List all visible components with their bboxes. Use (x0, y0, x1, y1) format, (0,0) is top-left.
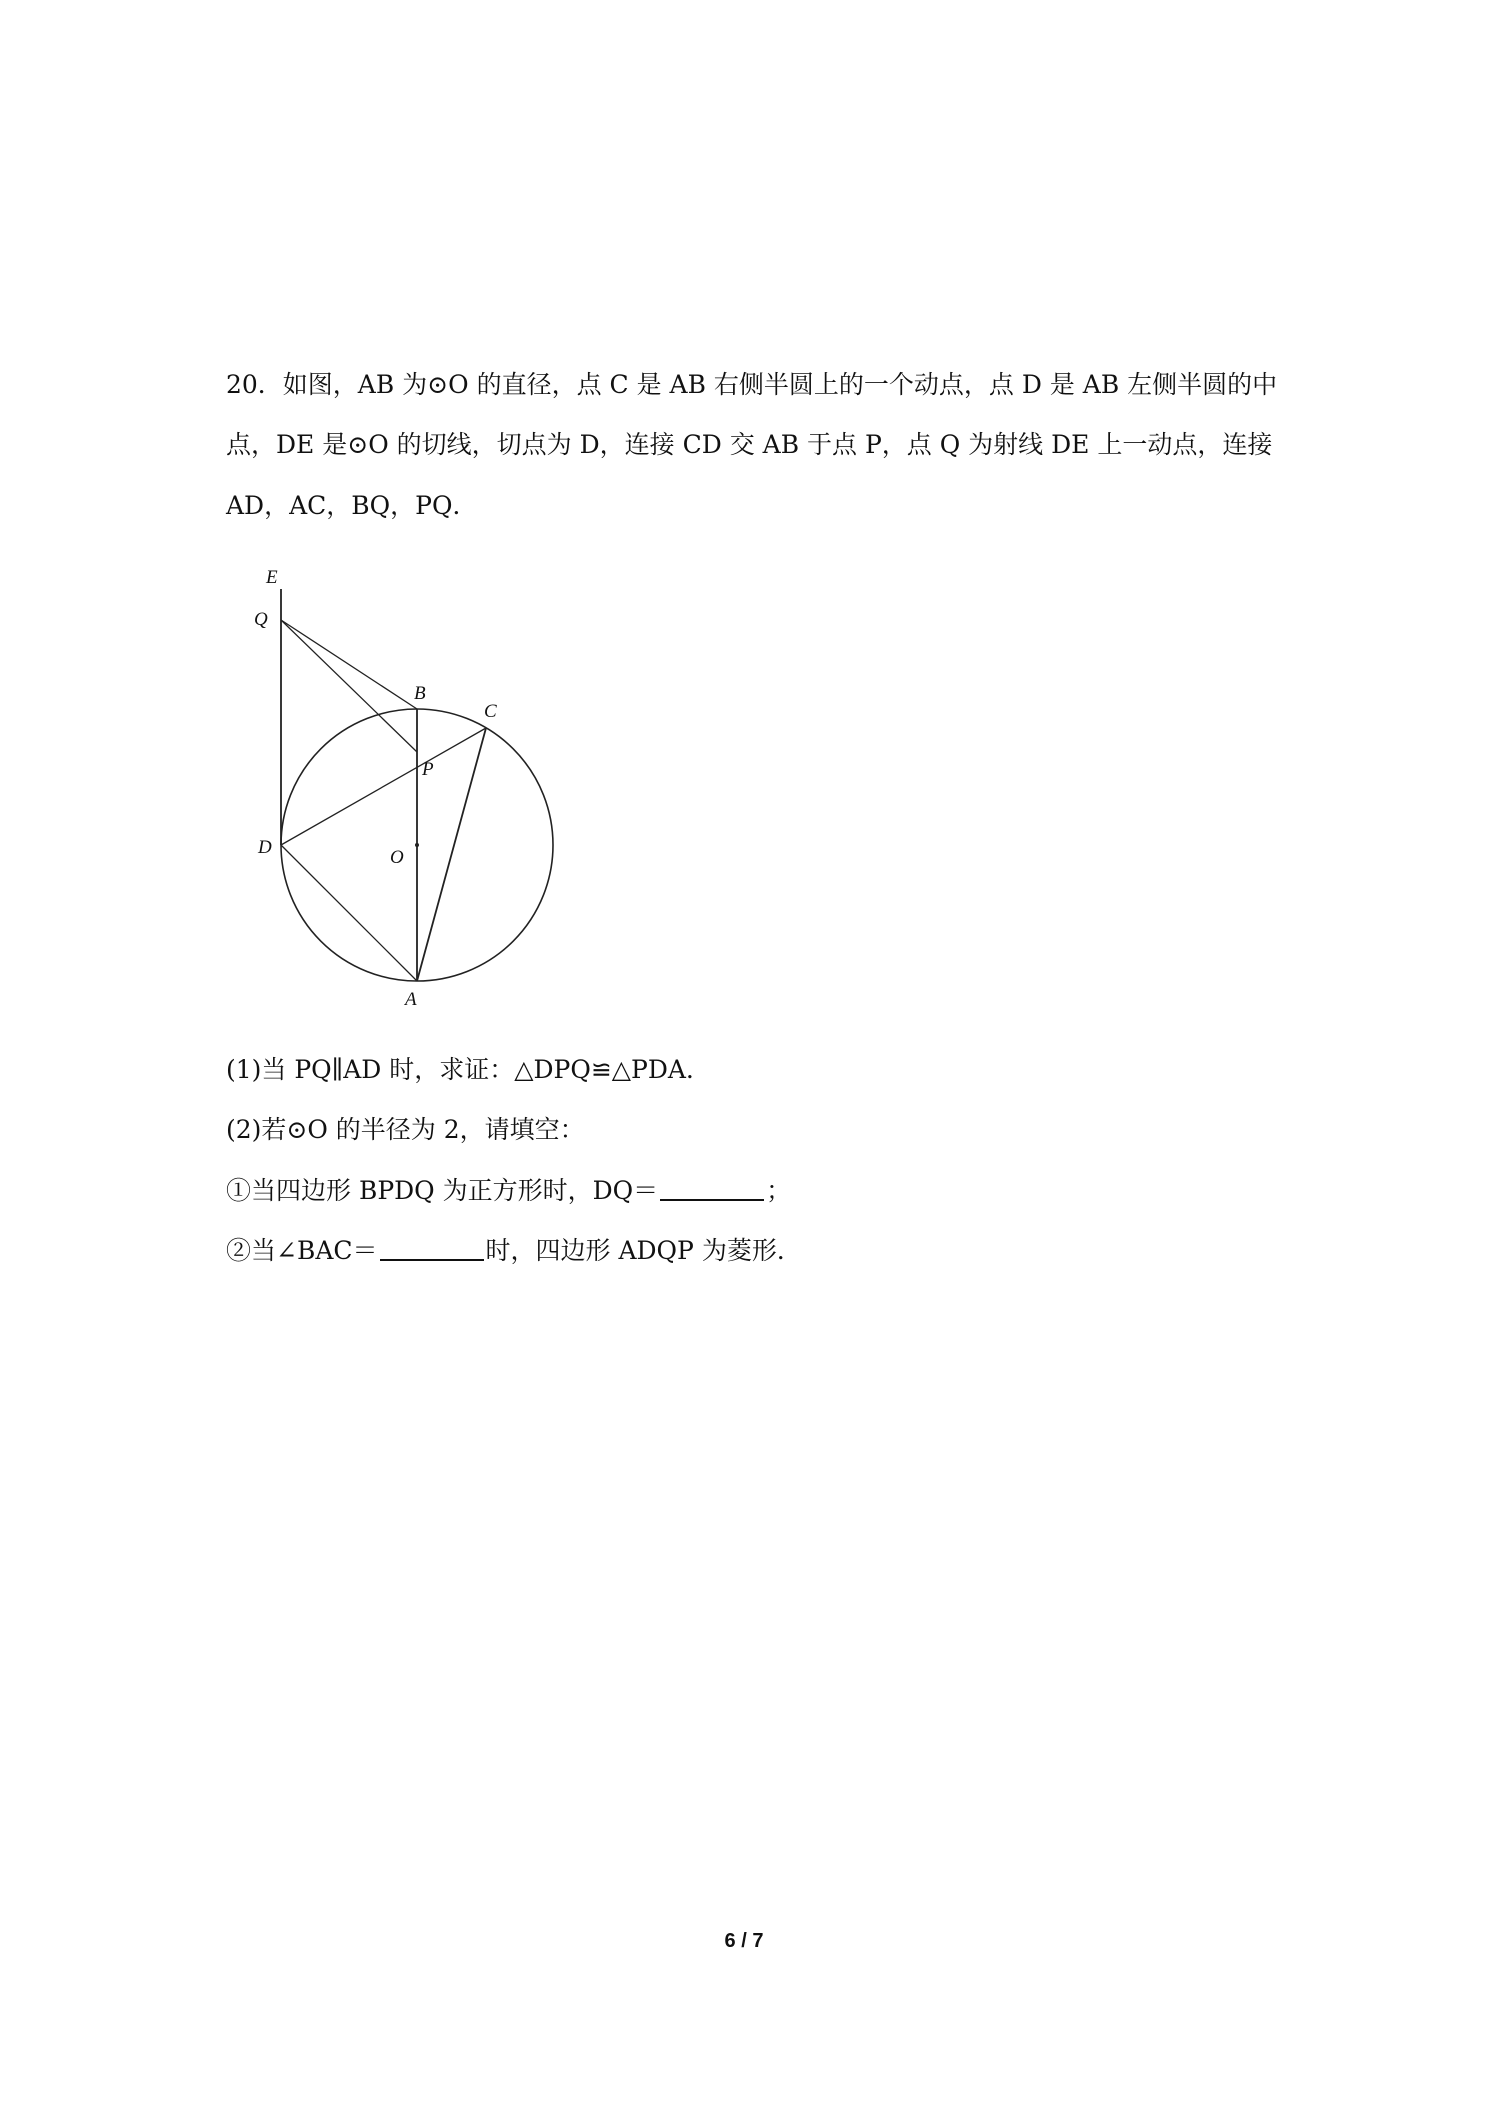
question-2a-suffix: ； (766, 1176, 792, 1205)
segment-qp (281, 620, 417, 752)
label-a: A (405, 989, 417, 1010)
segment-qb (281, 620, 417, 709)
problem-line-1: 20．如图，AB 为⊙O 的直径，点 C 是 AB 右侧半圆上的一个动点，点 D 是 AB 左侧半圆的中 (226, 370, 1278, 399)
label-b: B (414, 683, 426, 704)
question-2b-suffix: 时，四边形 ADQP 为菱形． (485, 1236, 802, 1265)
center-dot (415, 843, 419, 847)
segment-dc (281, 728, 486, 845)
answer-blank-angle[interactable] (380, 1239, 484, 1261)
problem-line-3: AD，AC，BQ，PQ． (226, 491, 478, 520)
answer-blank-dq[interactable] (660, 1179, 764, 1201)
question-2b (226, 1238, 802, 1263)
label-c: C (484, 701, 497, 722)
page-number: 6 / 7 (724, 1930, 764, 1952)
question-2b-prefix: ②当∠BAC＝ (226, 1236, 378, 1265)
label-p: P (422, 759, 434, 780)
question-2a-prefix: ①当四边形 BPDQ 为正方形时，DQ＝ (226, 1176, 659, 1205)
question-2: (2)若⊙O 的半径为 2，请填空： (226, 1115, 585, 1144)
label-e: E (266, 567, 278, 588)
geometry-figure (250, 565, 580, 1015)
question-2a (226, 1178, 791, 1203)
label-o: O (390, 847, 404, 868)
label-q: Q (254, 609, 268, 630)
problem-line-2: 点，DE 是⊙O 的切线，切点为 D，连接 CD 交 AB 于点 P，点 Q 为射线 DE 上一动点，连接 (226, 430, 1273, 459)
question-1: (1)当 PQ∥AD 时，求证：△DPQ≌△PDA． (226, 1055, 711, 1084)
label-d: D (258, 837, 272, 858)
